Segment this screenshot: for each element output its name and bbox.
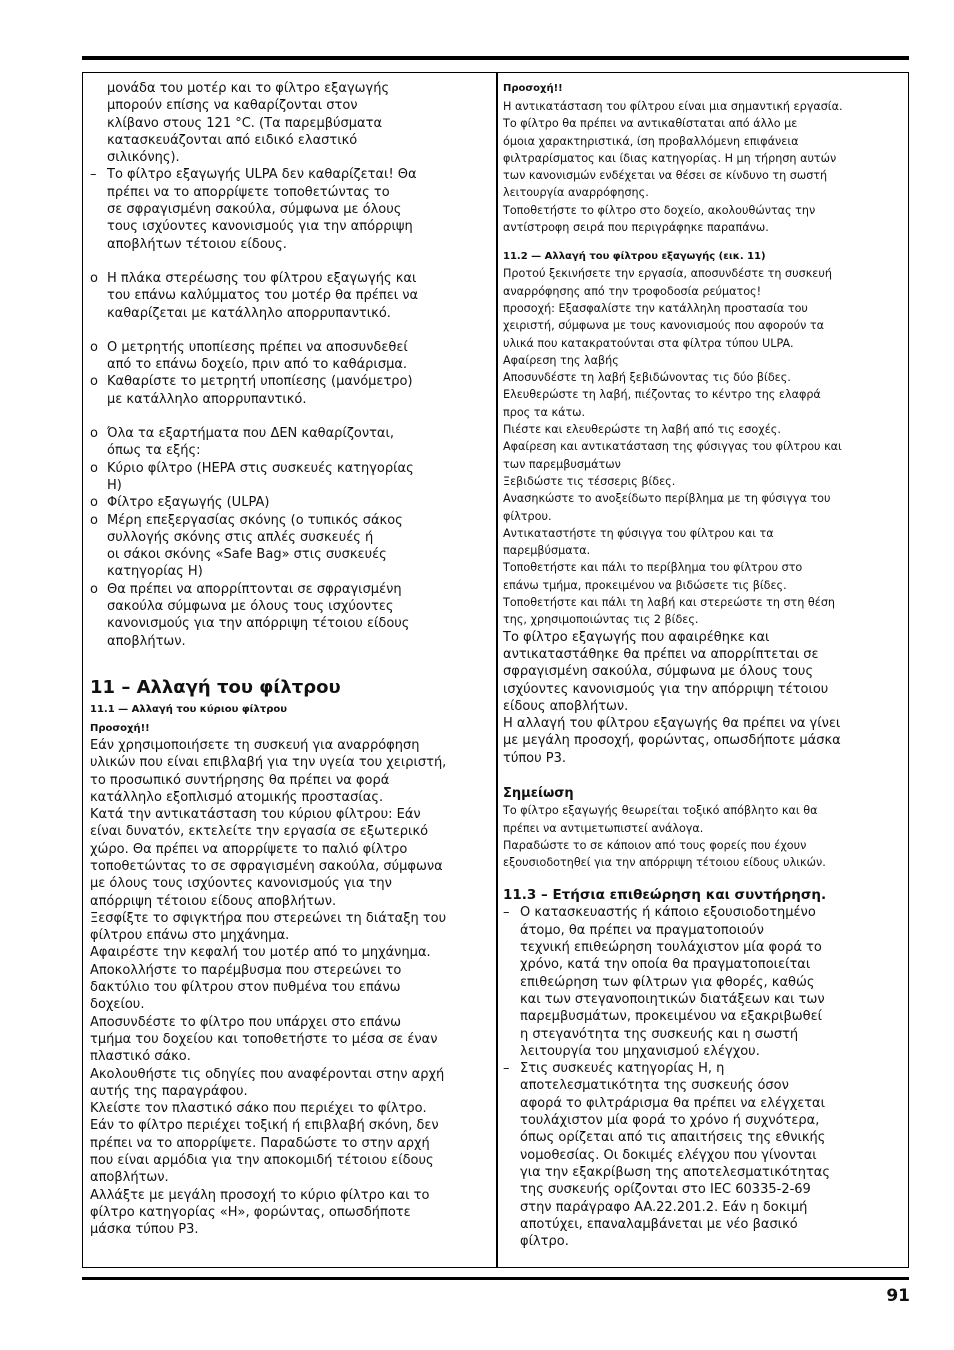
list-item [90, 512, 492, 581]
section-title: 11 – Αλλαγή του φίλτρου [90, 676, 341, 698]
text-line: και των στεγανοποιητικών διατάξεων και των [520, 991, 825, 1007]
text-line: των παρεμβυσμάτων [503, 457, 621, 471]
list-item [90, 460, 492, 495]
text-line: κλίβανο στους 121 °C. (Τα παρεμβύσματα [107, 115, 383, 131]
bottom-rule [82, 1277, 909, 1280]
list-item [90, 425, 492, 460]
list-item [503, 904, 905, 1060]
text-line: Το φίλτρο εξαγωγής θεωρείται τοξικό απόβλητο και θα [503, 804, 818, 818]
disposal-text [503, 629, 905, 767]
top-continuation [90, 80, 492, 166]
text-line: φίλτρου. [503, 509, 552, 523]
text-line: επιθεώρηση των φίλτρων για φθορές, καθώς [520, 974, 815, 990]
text-line: μπορούν επίσης να καθαρίζονται στον [107, 98, 358, 114]
text-line: όμοια χαρακτηριστικά, ίση προβαλλόμενη επιφάνεια [503, 134, 799, 148]
text-line: της, χρησιμοποιώντας τις 2 βίδες. [503, 613, 699, 627]
text-line: Ελευθερώστε τη λαβή, πιέζοντας το κέντρο της ελαφρά [503, 388, 821, 402]
bullet-marker: o [90, 339, 98, 355]
text-line: Στις συσκευές κατηγορίας H, η [520, 1061, 725, 1077]
exhaust-filter-steps [503, 265, 905, 628]
text-line: υλικά που κατακρατούνται στα φίλτρα τύπου ULPA. [503, 336, 794, 350]
text-line: Αντικαταστήστε τη φύσιγγα του φίλτρου και τα [503, 526, 774, 540]
text-line: αφορά το φιλτράρισμα θα πρέπει να ελέγχεται [520, 1095, 826, 1111]
text-line: άτομο, θα πρέπει να πραγματοποιούν [520, 922, 764, 938]
text-line: χώρο. Θα πρέπει να απορρίψετε το παλιό φίλτρο [90, 841, 408, 857]
text-line: κατηγορίας H) [107, 564, 203, 580]
text-line: αναρρόφησης από την τροφοδοσία ρεύματος! [503, 284, 762, 298]
main-filter-instructions [90, 737, 492, 1239]
text-line: Κύριο φίλτρο (HEPA στις συσκευές κατηγορίας [107, 460, 414, 476]
list-item [90, 270, 492, 322]
text-line: Το φίλτρο θα πρέπει να αντικαθίσταται από άλλο με [503, 117, 798, 131]
list-group-2 [90, 339, 492, 408]
text-line: τοποθετώντας το σε σφραγισμένη σακούλα, σύμφωνα [90, 858, 443, 874]
text-line: χειριστή, σύμφωνα με τους κανονισμούς που αφορούν τα [503, 319, 825, 333]
text-line: των κανονισμών ενδέχεται να θέσει σε κίνδυνο τη σωστή [503, 169, 828, 183]
text-line: του επάνω καλύμματος του μοτέρ θα πρέπει να [107, 288, 419, 304]
list-item [90, 373, 492, 408]
text-line: υλικών που είναι επιβλαβή για την υγεία του χειριστή, [90, 755, 447, 771]
text-line: Αφαίρεση της λαβής [503, 353, 619, 367]
section-11-3-title: 11.3 – Ετήσια επιθεώρηση και συντήρηση. [503, 887, 827, 904]
caution-text [503, 98, 905, 236]
text-line: επάνω τμήμα, προκειμένου να βιδώσετε τις βίδες. [503, 578, 787, 592]
text-line: τμήμα του δοχείου και τοποθετήστε το μέσα σε έναν [90, 1031, 438, 1047]
text-line: Τοποθετήστε και πάλι τη λαβή και στερεώστε τη στη θέση [503, 596, 836, 610]
text-line: φίλτρο κατηγορίας «H», φορώντας, οπωσδήποτε [90, 1204, 411, 1220]
text-line: Φίλτρο εξαγωγής (ULPA) [107, 495, 270, 511]
text-line: χρόνο, κατά την οποία θα πραγματοποιείται [520, 957, 811, 973]
text-line: φιλτραρίσματος και ίδιας κατηγορίας. Η μη τήρηση αυτών [503, 151, 837, 165]
text-line: προς τα κάτω. [503, 405, 586, 419]
bullet-marker: o [90, 374, 98, 390]
text-line: στην παράγραφο AA.22.201.2. Εάν η δοκιμή [520, 1199, 808, 1215]
text-line: παρεμβυσμάτων, προκειμένου να εξακριβωθεί [520, 1009, 823, 1025]
caution-label-right: Προσοχή!! [503, 83, 563, 94]
text-line: κανονισμούς για την απόρριψη τέτοιου είδους [107, 616, 410, 632]
bullet-marker: o [90, 460, 98, 476]
text-line: Η αντικατάσταση του φίλτρου είναι μια σημαντική εργασία. [503, 100, 843, 113]
text-line: παρεμβύσματα. [503, 544, 591, 558]
text-line: είδους αποβλήτων. [503, 698, 629, 714]
text-line: συλλογής σκόνης στις απλές συσκευές ή [107, 529, 374, 545]
text-line: Ακολουθήστε τις οδηγίες που αναφέρονται στην αρχή [90, 1066, 445, 1082]
bullet-marker: o [90, 581, 98, 597]
text-line: μάσκα τύπου P3. [90, 1222, 199, 1238]
right-column [503, 80, 905, 1250]
list-group-1 [90, 270, 492, 322]
text-line: Θα πρέπει να απορρίπτονται σε σφραγισμένη [107, 581, 402, 597]
text-line: δακτύλιο του φίλτρου στον πυθμένα του επάνω [90, 980, 401, 996]
text-line: πρέπει να αντιμετωπιστεί ανάλογα. [503, 821, 704, 835]
text-line: Όλα τα εξαρτήματα που ΔΕΝ καθαρίζονται, [107, 426, 395, 442]
dash-marker: – [90, 167, 97, 183]
text-line: τεχνική επιθεώρηση τουλάχιστον μία φορά το [520, 940, 822, 956]
text-line: Αφαίρεση και αντικατάσταση της φύσιγγας του φίλτρου και [503, 440, 842, 454]
sub-heading-11-2: 11.2 — Αλλαγή του φίλτρου εξαγωγής (εικ. 11) [503, 251, 766, 263]
text-line: H) [107, 477, 122, 493]
text-line: Αποσυνδέστε τη λαβή ξεβιδώνοντας τις δύο βίδες. [503, 371, 791, 385]
text-line: οι σάκοι σκόνης «Safe Bag» στις συσκευές [107, 547, 387, 563]
text-line: αποτελεσματικότητα της συσκευής όσον [520, 1078, 789, 1094]
text-line: Τοποθετήστε και πάλι το περίβλημα του φίλτρου στο [503, 561, 803, 575]
bullet-marker: o [90, 270, 98, 286]
text-line: Η αλλαγή του φίλτρου εξαγωγής θα πρέπει να γίνει [503, 716, 841, 732]
text-line: με κατάλληλο απορρυπαντικό. [107, 391, 307, 407]
text-line: Ο μετρητής υποπίεσης πρέπει να αποσυνδεθεί [107, 339, 408, 355]
text-line: Μέρη επεξεργασίας σκόνης (ο τυπικός σάκος [107, 512, 403, 528]
text-line: αντικαταστάθηκε θα πρέπει να απορρίπτεται σε [503, 646, 819, 662]
text-line: Εάν το φίλτρο περιέχει τοξική ή επιβλαβή σκόνη, δεν [90, 1118, 439, 1134]
text-line: πρέπει να το απορρίψετε τοποθετώντας το [107, 184, 390, 200]
text-line: που είναι αρμόδια για την αποκομιδή τέτοιου είδους [90, 1153, 434, 1169]
bullet-marker: o [90, 512, 98, 528]
text-line: Ξεσφίξτε το σφιγκτήρα που στερεώνει τη διάταξη του [90, 910, 447, 926]
bullet-marker: – [503, 1061, 510, 1077]
text-line: Ο κατασκευαστής ή κάποιο εξουσιοδοτημένο [520, 905, 816, 921]
text-line: Κλείστε τον πλαστικό σάκο που περιέχει το φίλτρο. [90, 1101, 427, 1117]
list-item [503, 1060, 905, 1250]
text-line: ισχύοντες κανονισμούς για την απόρριψη τέτοιου [503, 681, 829, 697]
text-line: μονάδα του μοτέρ και το φίλτρο εξαγωγής [107, 81, 390, 96]
list-item [90, 494, 492, 511]
top-rule [82, 56, 909, 60]
text-line: Προτού ξεκινήσετε την εργασία, αποσυνδέστε τη συσκευή [503, 267, 832, 281]
page-number: 91 [886, 1286, 910, 1306]
sub-heading-11-1: 11.1 — Αλλαγή του κύριου φίλτρου [90, 703, 288, 715]
text-line: Κατά την αντικατάσταση του κύριου φίλτρου: Εάν [90, 807, 421, 823]
text-line: φίλτρο. [520, 1234, 569, 1250]
note-title: Σημείωση [503, 785, 574, 801]
text-line: λειτουργία του μηχανισμού ελέγχου. [520, 1043, 760, 1059]
text-line: όπως ορίζεται από τις απαιτήσεις της εθνικής [520, 1130, 826, 1146]
text-line: σε σφραγισμένη σακούλα, σύμφωνα με όλους [107, 202, 402, 218]
text-line: Αποσυνδέστε το φίλτρο που υπάρχει στο επάνω [90, 1014, 402, 1030]
text-line: αποτύχει, επαναλαμβάνεται με νέο βασικό [520, 1216, 798, 1232]
ulpa-note-item [90, 166, 492, 252]
left-column [90, 80, 492, 1239]
text-line: από το επάνω δοχείο, πριν από το καθάρισμα. [107, 357, 408, 373]
inspection-list [503, 904, 905, 1250]
text-line: δοχείου. [90, 997, 145, 1013]
bullet-marker: o [90, 426, 98, 442]
text-line: είναι δυνατόν, εκτελείτε την εργασία σε εξωτερικό [90, 824, 429, 840]
text-line: με όλους τους ισχύοντες κανονισμούς για την [90, 876, 392, 892]
text-line: καθαρίζεται με κατάλληλο απορρυπαντικό. [107, 305, 391, 321]
text-line: της συσκευής ορίζονται στο IEC 60335-2-69 [520, 1182, 811, 1198]
text-line: αυτής της παραγράφου. [90, 1083, 248, 1099]
text-line: κατασκευάζονται από ειδικό ελαστικό [107, 132, 358, 148]
text-line: Η πλάκα στερέωσης του φίλτρου εξαγωγής και [107, 270, 417, 286]
text-line: τους ισχύοντες κανονισμούς για την απόρριψη [107, 219, 413, 235]
text-line: σφραγισμένη σακούλα, σύμφωνα με όλους τους [503, 664, 814, 680]
text-line: σακούλα σύμφωνα με όλους τους ισχύοντες [107, 599, 394, 615]
text-line: απόρριψη τέτοιου είδους αποβλήτων. [90, 893, 337, 909]
text-line: Παραδώστε το σε κάποιον από τους φορείς που έχουν [503, 838, 807, 852]
text-line: πρέπει να το απορρίψετε. Παραδώστε το στην αρχή [90, 1135, 430, 1151]
text-line: η στεγανότητα της συσκευής και η σωστή [520, 1026, 799, 1042]
text-line: τουλάχιστον μία φορά το χρόνο ή συχνότερα, [520, 1113, 820, 1129]
text-line: Ανασηκώστε το ανοξείδωτο περίβλημα με τη φύσιγγα του [503, 492, 831, 506]
text-line: αποβλήτων. [107, 633, 186, 649]
text-line: όπως τα εξής: [107, 443, 201, 459]
text-line: το προσωπικό συντήρησης θα πρέπει να φορά [90, 772, 390, 788]
text-line: Αφαιρέστε την κεφαλή του μοτέρ από το μηχάνημα. [90, 945, 431, 961]
text-line: σιλικόνης). [107, 150, 180, 166]
bullet-marker: o [90, 495, 98, 511]
list-item [90, 339, 492, 374]
text-line: Αποκολλήστε το παρέμβυσμα που στερεώνει το [90, 962, 402, 978]
text-line: τύπου P3. [503, 750, 567, 766]
column-divider [496, 72, 498, 1268]
text-line: εξουσιοδοτηθεί για την απόρριψη τέτοιου είδους υλικών. [503, 856, 826, 870]
text-line: Αλλάξτε με μεγάλη προσοχή το κύριο φίλτρο και το [90, 1187, 430, 1203]
text-line: πλαστικό σάκο. [90, 1049, 191, 1065]
text-line: Τοποθετήστε το φίλτρο στο δοχείο, ακολουθώντας την [503, 203, 816, 217]
caution-label: Προσοχή!! [90, 722, 150, 734]
text-line: αποβλήτων τέτοιου είδους. [107, 236, 287, 252]
list-item [90, 581, 492, 650]
text-line: αποβλήτων. [90, 1170, 169, 1186]
note-text [503, 802, 905, 871]
text-line: νομοθεσίας. Οι δοκιμές ελέγχου που γίνονται [520, 1147, 817, 1163]
text-line: με μεγάλη προσοχή, φορώντας, οπωσδήποτε μάσκα [503, 733, 841, 749]
text-line: Πιέστε και ελευθερώστε τη λαβή από τις εσοχές. [503, 423, 781, 437]
text-line: φίλτρου επάνω στο μηχάνημα. [90, 928, 290, 944]
text-line: αντίστροφη σειρά που περιγράφηκε παραπάνω. [503, 221, 769, 235]
text-line: Το φίλτρο εξαγωγής που αφαιρέθηκε και [503, 629, 770, 645]
text-line: Το φίλτρο εξαγωγής ULPA δεν καθαρίζεται! Θα [107, 167, 417, 183]
text-line: Εάν χρησιμοποιήσετε τη συσκευή για αναρρόφηση [90, 737, 420, 753]
text-line: λειτουργία αναρρόφησης. [503, 186, 649, 200]
text-line: κατάλληλο εξοπλισμό ατομικής προστασίας. [90, 789, 384, 805]
text-line: Ξεβιδώστε τις τέσσερις βίδες. [503, 474, 676, 488]
text-line: προσοχή: Εξασφαλίστε την κατάλληλη προστασία του [503, 301, 808, 315]
text-line: για την εξακρίβωση της αποτελεσματικότητας [520, 1164, 830, 1180]
text-line: Καθαρίστε το μετρητή υποπίεσης (μανόμετρο) [107, 374, 413, 390]
list-group-3 [90, 425, 492, 650]
bullet-marker: – [503, 905, 510, 921]
